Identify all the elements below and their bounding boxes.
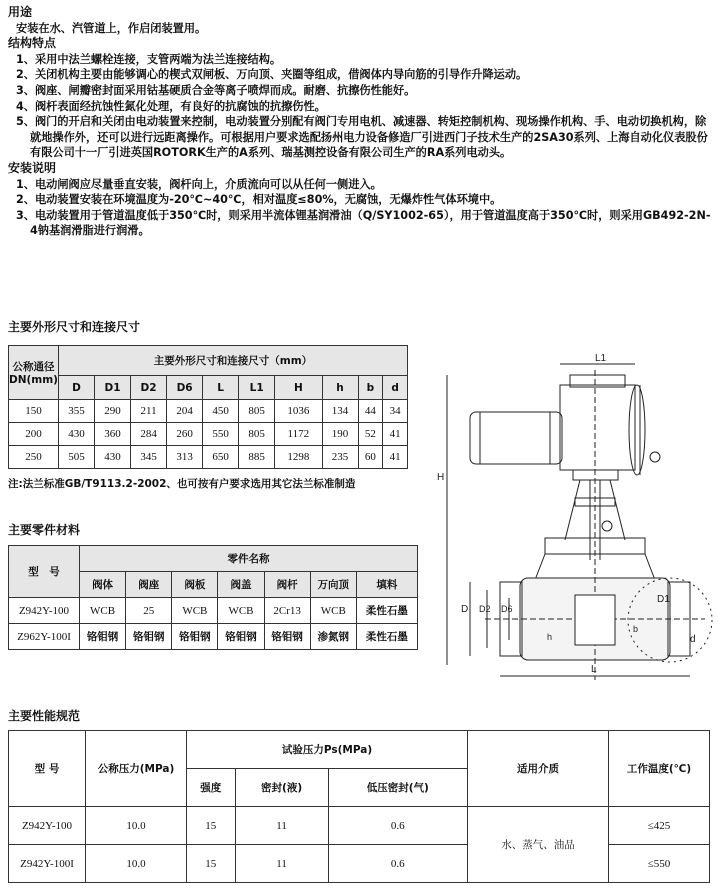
table-row	[9, 807, 710, 845]
install-item: 1、电动闸阀应尽量垂直安装，阀杆向上，介质流向可以从任何一侧进入。	[16, 177, 382, 191]
materials-cell: 铬钼钢	[218, 624, 264, 650]
dims-cell: 41	[383, 446, 408, 469]
dims-col-header: L1	[239, 376, 275, 400]
materials-table	[8, 545, 418, 650]
perf-strength: 15	[187, 807, 236, 845]
materials-cell: WCB	[218, 598, 264, 624]
feature-item: 3、阀座、闸瓣密封面采用钴基硬质合金等离子喷焊而成。耐磨、抗擦伤性能好。	[16, 83, 416, 97]
dims-cell: 885	[239, 446, 275, 469]
dims-cell: 52	[358, 423, 383, 446]
dims-cell: 430	[95, 446, 131, 469]
materials-section-title: 主要零件材料	[8, 523, 81, 537]
dims-cell: 805	[239, 423, 275, 446]
perf-strength: 15	[187, 845, 236, 883]
dim-L: L	[591, 664, 597, 675]
dims-cell: 41	[383, 423, 408, 446]
materials-cell: 铬钼钢	[80, 624, 126, 650]
perf-temp-header: 工作温度(℃)	[609, 731, 710, 807]
dims-cell: 190	[322, 423, 358, 446]
dims-cell: 211	[131, 400, 167, 423]
dims-group-header: 主要外形尺寸和连接尺寸（mm）	[58, 346, 407, 376]
dims-cell: 650	[203, 446, 239, 469]
materials-col-header: 万向顶	[310, 572, 356, 598]
materials-model-cell: Z942Y-100	[9, 598, 80, 624]
perf-seal: 11	[235, 807, 328, 845]
materials-cell: 柔性石墨	[356, 598, 417, 624]
dims-cell: 284	[131, 423, 167, 446]
perf-temp: ≤425	[609, 807, 710, 845]
dims-cell: 805	[239, 400, 275, 423]
dim-d: d	[690, 634, 696, 645]
dims-cell: 235	[322, 446, 358, 469]
motor-body	[470, 412, 562, 464]
dim-H: H	[437, 472, 445, 483]
dims-cell: 430	[58, 423, 94, 446]
perf-test-header: 试验压力Ps(MPa)	[187, 731, 468, 769]
materials-cell: 25	[126, 598, 172, 624]
perf-medium: 水、蒸气、油品	[468, 807, 609, 883]
dims-cell: 1036	[275, 400, 322, 423]
dn-cell: 200	[9, 423, 59, 446]
dim-h: h	[547, 632, 553, 642]
dims-cell: 44	[358, 400, 383, 423]
dims-table	[8, 345, 408, 469]
dims-cell: 1298	[275, 446, 322, 469]
materials-cell: 渗氮钢	[310, 624, 356, 650]
perf-temp: ≤550	[609, 845, 710, 883]
materials-col-header: 填料	[356, 572, 417, 598]
materials-cell: WCB	[80, 598, 126, 624]
dim-b: b	[633, 624, 639, 634]
perf-lowseal: 0.6	[328, 845, 467, 883]
materials-group-header: 零件名称	[80, 546, 418, 572]
perf-strength-header: 强度	[187, 769, 236, 807]
dims-cell: 313	[167, 446, 203, 469]
perf-pressure: 10.0	[86, 845, 187, 883]
perf-lowseal-header: 低压密封(气)	[328, 769, 467, 807]
materials-col-header: 阀座	[126, 572, 172, 598]
perf-model: Z942Y-100I	[9, 845, 86, 883]
performance-section-title: 主要性能规范	[8, 709, 81, 723]
dims-cell: 450	[203, 400, 239, 423]
actuator-body	[560, 385, 635, 470]
feature-item: 1、采用中法兰螺栓连接，支管两端为法兰连接结构。	[16, 52, 282, 66]
materials-cell: WCB	[172, 598, 218, 624]
dim-D1: D1	[657, 594, 670, 605]
materials-cell: 柔性石墨	[356, 624, 417, 650]
dims-cell: 60	[358, 446, 383, 469]
dims-note: 注:法兰标准GB/T9113.2-2002、也可按有户要求选用其它法兰标准制造	[8, 478, 356, 490]
perf-medium-header: 适用介质	[468, 731, 609, 807]
dims-col-header: d	[383, 376, 408, 400]
dims-col-header: D2	[131, 376, 167, 400]
dims-cell: 34	[383, 400, 408, 423]
intro-text	[8, 5, 714, 239]
valve-drawing	[425, 350, 715, 695]
dims-col-header: D1	[95, 376, 131, 400]
dims-col-header: D6	[167, 376, 203, 400]
materials-col-header: 阀板	[172, 572, 218, 598]
materials-cell: 铬钼钢	[264, 624, 310, 650]
usage-heading: 用途	[8, 5, 33, 19]
table-row	[9, 598, 418, 624]
materials-cell: 铬钼钢	[126, 624, 172, 650]
table-row	[9, 446, 408, 469]
table-row	[9, 423, 408, 446]
materials-col-header: 阀体	[80, 572, 126, 598]
dn-header: 公称通径DN(mm)	[9, 346, 59, 400]
perf-lowseal: 0.6	[328, 807, 467, 845]
materials-col-header: 阀盖	[218, 572, 264, 598]
dn-cell: 250	[9, 446, 59, 469]
perf-pressure: 10.0	[86, 807, 187, 845]
perf-model-header: 型 号	[9, 731, 86, 807]
dims-cell: 1172	[275, 423, 322, 446]
dims-cell: 550	[203, 423, 239, 446]
materials-cell: 2Cr13	[264, 598, 310, 624]
performance-table	[8, 730, 710, 883]
dims-col-header: b	[358, 376, 383, 400]
dims-col-header: h	[322, 376, 358, 400]
perf-seal: 11	[235, 845, 328, 883]
table-row	[9, 400, 408, 423]
materials-model-cell: Z962Y-100I	[9, 624, 80, 650]
dims-col-header: H	[275, 376, 322, 400]
usage-text: 安装在水、汽管道上，作启闭装置用。	[16, 21, 207, 35]
table-row	[9, 624, 418, 650]
dims-cell: 360	[95, 423, 131, 446]
perf-model: Z942Y-100	[9, 807, 86, 845]
install-item: 3、电动装置用于管道温度低于350℃时，则采用半流体锂基润滑油（Q/SY1002-65），用于管道温度高于350℃时，则采用GB492-2N-4钠基润滑脂进行润滑。	[16, 208, 711, 238]
handwheel-knob	[650, 452, 660, 462]
dim-D: D	[461, 604, 469, 615]
dn-cell: 150	[9, 400, 59, 423]
dims-cell: 260	[167, 423, 203, 446]
materials-col-header: 阀杆	[264, 572, 310, 598]
dim-D6: D6	[501, 604, 513, 614]
dims-cell: 204	[167, 400, 203, 423]
dims-section-title: 主要外形尺寸和连接尺寸	[8, 320, 141, 334]
feature-item: 4、阀杆表面经抗蚀性氮化处理，有良好的抗腐蚀的抗擦伤性。	[16, 99, 326, 113]
dim-D2: D2	[479, 604, 491, 614]
materials-cell: WCB	[310, 598, 356, 624]
materials-cell: 铬钼钢	[172, 624, 218, 650]
install-item: 2、电动装置安装在环境温度为-20℃~40℃，相对温度≤80%，无腐蚀，无爆炸性气体环境中。	[16, 193, 502, 207]
perf-seal-header: 密封(液)	[235, 769, 328, 807]
dims-cell: 505	[58, 446, 94, 469]
dims-cell: 355	[58, 400, 94, 423]
install-heading: 安装说明	[8, 160, 57, 175]
dims-cell: 134	[322, 400, 358, 423]
dim-L1: L1	[595, 353, 607, 364]
materials-model-header: 型 号	[9, 546, 80, 598]
dims-cell: 345	[131, 446, 167, 469]
dims-col-header: D	[58, 376, 94, 400]
features-heading: 结构特点	[8, 36, 57, 51]
dims-col-header: L	[203, 376, 239, 400]
perf-pressure-header: 公称压力(MPa)	[86, 731, 187, 807]
feature-item: 2、关闭机构主要由能够调心的楔式双闸板、万向顶、夹圈等组成，借阀体内导向筋的引导作升降运动。	[16, 68, 528, 82]
dims-cell: 290	[95, 400, 131, 423]
feature-item: 5、阀门的开启和关闭由电动装置来控制，电动装置分别配有阀门专用电机、减速器、转矩控制机构、现场操作机构、手、电动切换机构，除就地操作外，还可以进行远距离操作。可根据用户要求选配扬州电力设备修造厂引进西门子技术生产的2SA30系列、上海自动化仪表股份有限公司十一厂引进英国ROTORK生产的A系列、瑞基测控设备有限公司生产的RA系列电动头。	[16, 115, 708, 160]
